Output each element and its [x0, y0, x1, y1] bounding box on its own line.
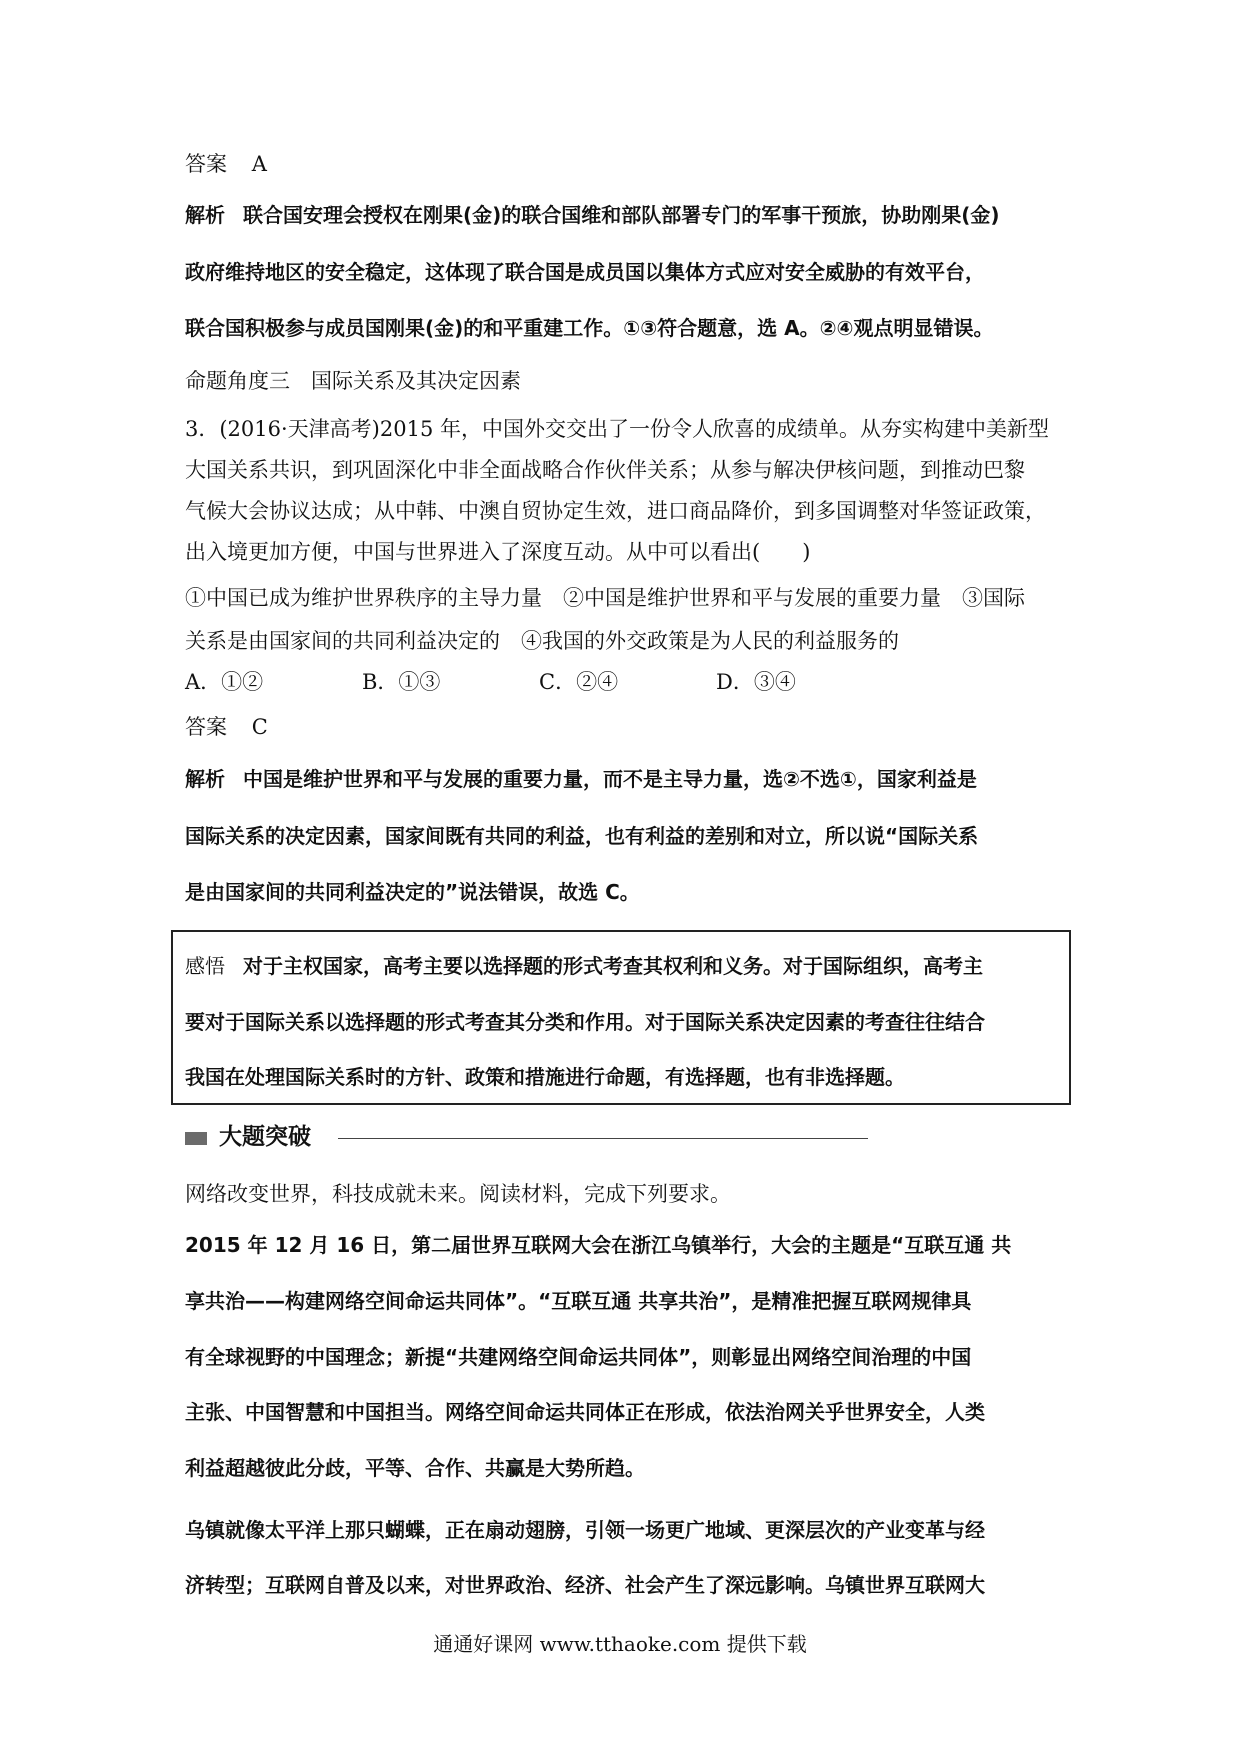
section-divider: [338, 1138, 868, 1139]
question-line: 气候大会协议达成；从中韩、中澳自贸协定生效，进口商品降价，到多国调整对华签证政策，: [185, 499, 1046, 523]
material-line: 利益超越彼此分歧，平等、合作、共赢是大势所趋。: [185, 1456, 645, 1480]
option-a: A．①②: [185, 670, 264, 694]
answer-label: 答案: [185, 715, 227, 739]
insight-line: 我国在处理国际关系时的方针、政策和措施进行命题，有选择题，也有非选择题。: [185, 1065, 905, 1089]
insight-box: [171, 930, 1071, 1105]
section-title: 大题突破: [219, 1124, 311, 1150]
answer-value: C: [251, 715, 268, 739]
analysis-line: [185, 201, 1065, 229]
material-line: 有全球视野的中国理念；新提“共建网络空间命运共同体”，则彰显出网络空间治理的中国: [185, 1345, 972, 1369]
analysis-label: 解析: [185, 203, 225, 227]
question-line: 关系是由国家间的共同利益决定的 ④我国的外交政策是为人民的利益服务的: [185, 629, 899, 653]
analysis-line: 是由国家间的共同利益决定的”说法错误，故选 C。: [185, 880, 640, 904]
section-heading: [185, 1120, 685, 1154]
insight-line: 要对于国际关系以选择题的形式考查其分类和作用。对于国际关系决定因素的考查往往结合: [185, 1010, 985, 1034]
option-b: B．①③: [362, 670, 441, 694]
material-line: 乌镇就像太平洋上那只蝴蝶，正在扇动翅膀，引领一场更广地域、更深层次的产业变革与经: [185, 1518, 985, 1542]
answer-line-1: [185, 150, 1065, 178]
question-line: 3．(2016·天津高考)2015 年，中国外交交出了一份令人欣喜的成绩单。从夯实构建中美新型: [185, 417, 1049, 441]
analysis-line: 政府维持地区的安全稳定，这体现了联合国是成员国以集体方式应对安全威胁的有效平台，: [185, 260, 985, 284]
answer-value: A: [251, 152, 267, 176]
page-footer: 通通好课网 www.tthaoke.com 提供下载: [433, 1632, 807, 1656]
insight-label: 感悟: [185, 954, 225, 978]
insight-text: 对于主权国家，高考主要以选择题的形式考查其权利和义务。对于国际组织，高考主: [243, 954, 983, 978]
material-line: 2015 年 12 月 16 日，第二届世界互联网大会在浙江乌镇举行，大会的主题是“互联互通 共: [185, 1233, 1012, 1257]
analysis-line: [185, 765, 1065, 793]
option-c: C．②④: [539, 670, 619, 694]
answer-label: 答案: [185, 152, 227, 176]
question-line: 出入境更加方便，中国与世界进入了深度互动。从中可以看出( ): [185, 540, 811, 564]
analysis-line: 国际关系的决定因素，国家间既有共同的利益，也有利益的差别和对立，所以说“国际关系: [185, 824, 979, 848]
options-row: [185, 668, 1065, 696]
question-line: 大国关系共识，到巩固深化中非全面战略合作伙伴关系；从参与解决伊核问题，到推动巴黎: [185, 458, 1025, 482]
option-d: D．③④: [716, 670, 796, 694]
answer-line-2: [185, 713, 1065, 741]
angle-heading: 命题角度三 国际关系及其决定因素: [185, 369, 521, 393]
analysis-text: 联合国安理会授权在刚果(金)的联合国维和部队部署专门的军事干预旅，协助刚果(金): [243, 203, 1000, 227]
big-question-intro: 网络改变世界，科技成就未来。阅读材料，完成下列要求。: [185, 1182, 731, 1206]
material-line: 主张、中国智慧和中国担当。网络空间命运共同体正在形成，依法治网关乎世界安全，人类: [185, 1400, 985, 1424]
analysis-text: 中国是维护世界和平与发展的重要力量，而不是主导力量，选②不选①，国家利益是: [243, 767, 977, 791]
question-line: ①中国已成为维护世界秩序的主导力量 ②中国是维护世界和平与发展的重要力量 ③国际: [185, 586, 1025, 610]
analysis-line: 联合国积极参与成员国刚果(金)的和平重建工作。①③符合题意，选 A。②④观点明显错误。: [185, 316, 994, 340]
material-line: 享共治——构建网络空间命运共同体”。“互联互通 共享共治”，是精准把握互联网规律具: [185, 1289, 972, 1313]
material-line: 济转型；互联网自普及以来，对世界政治、经济、社会产生了深远影响。乌镇世界互联网大: [185, 1573, 985, 1597]
analysis-label: 解析: [185, 767, 225, 791]
section-marker-icon: [185, 1132, 207, 1145]
insight-line: [185, 952, 1055, 980]
